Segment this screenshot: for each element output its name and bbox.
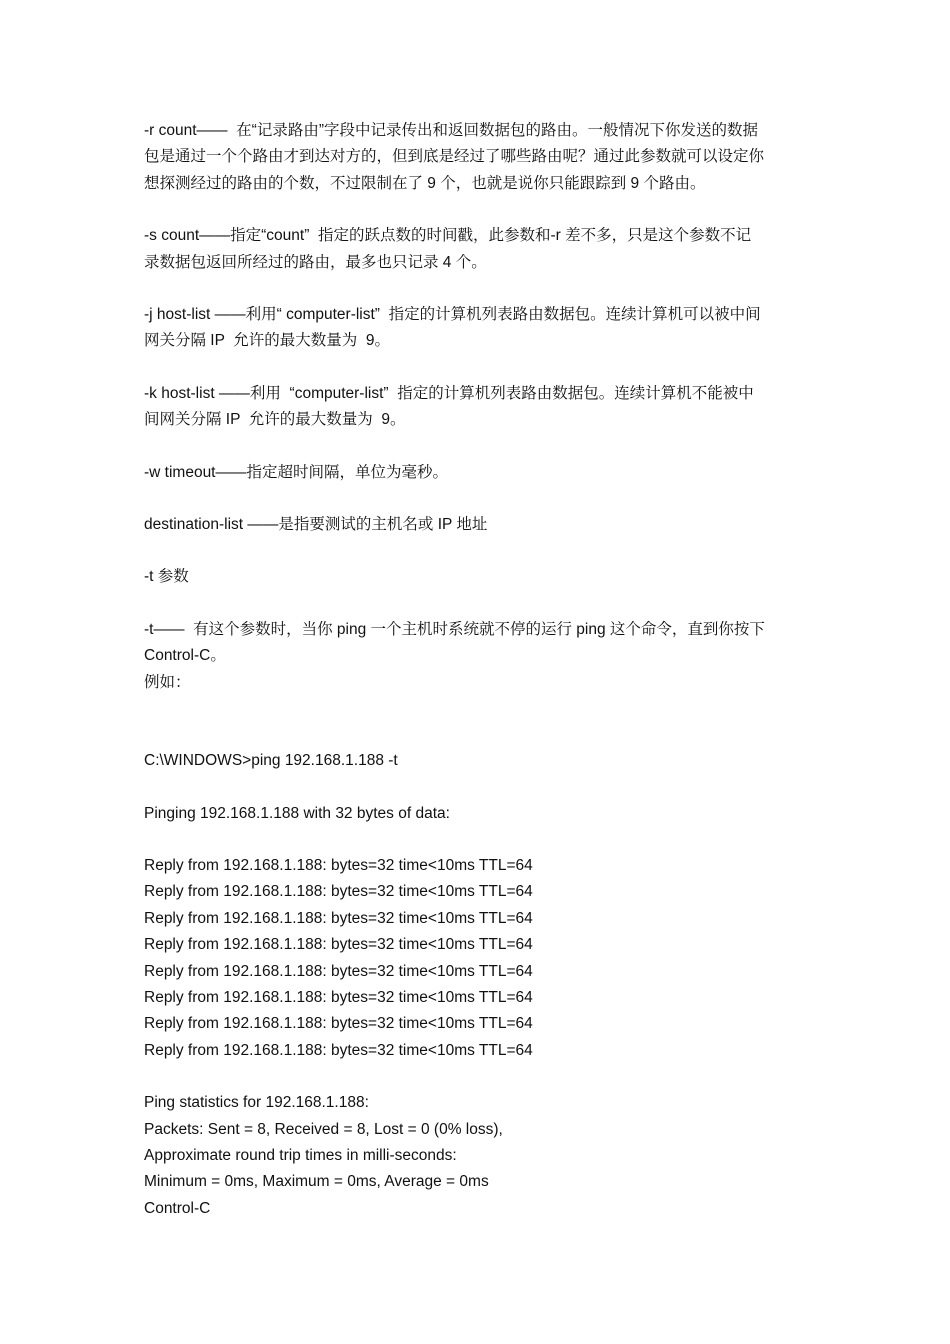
param-t-desc-line-1: -t—— 有这个参数时，当你 ping 一个主机时系统就不停的运行 ping 这个命令，直到你按下 <box>144 620 765 638</box>
stats-rtt-values-line: Minimum = 0ms, Maximum = 0ms, Average = 0ms <box>144 1173 489 1191</box>
ping-statistics <box>144 1090 814 1222</box>
param-s-count <box>144 223 814 276</box>
reply-line: Reply from 192.168.1.188: bytes=32 time<10ms TTL=64 <box>144 909 533 927</box>
param-r-line-1: -r count—— 在“记录路由”字段中记录传出和返回数据包的路由。一般情况下你发送的数据 <box>144 122 758 139</box>
param-t-desc-line-2: Control-C。 <box>144 647 226 665</box>
param-t-description <box>144 617 814 696</box>
reply-line: Reply from 192.168.1.188: bytes=32 time<10ms TTL=64 <box>144 1015 533 1033</box>
stats-packets-line: Packets: Sent = 8, Received = 8, Lost = 0 (0% loss), <box>144 1120 503 1138</box>
param-destination-list <box>144 512 814 538</box>
stats-header-line: Ping statistics for 192.168.1.188: <box>144 1094 369 1112</box>
example-command <box>144 748 814 774</box>
param-destination-line-1: destination-list ——是指要测试的主机名或 IP 地址 <box>144 516 488 534</box>
param-s-line-2: 录数据包返回所经过的路由，最多也只记录 4 个。 <box>144 253 487 271</box>
param-k-host-list <box>144 381 814 434</box>
example-pinging <box>144 801 814 827</box>
param-k-line-2: 间网关分隔 IP 允许的最大数量为 9。 <box>144 411 406 429</box>
stats-rtt-header-line: Approximate round trip times in milli-seconds: <box>144 1146 457 1164</box>
param-t-heading <box>144 564 814 590</box>
reply-line: Reply from 192.168.1.188: bytes=32 time<10ms TTL=64 <box>144 988 533 1006</box>
reply-line: Reply from 192.168.1.188: bytes=32 time<10ms TTL=64 <box>144 856 533 874</box>
param-j-line-2: 网关分隔 IP 允许的最大数量为 9。 <box>144 332 391 350</box>
param-w-timeout <box>144 460 814 486</box>
param-r-line-3: 想探测经过的路由的个数，不过限制在了 9 个，也就是说你只能跟踪到 9 个路由。 <box>144 174 706 192</box>
param-j-host-list <box>144 302 814 355</box>
param-t-desc-line-3: 例如： <box>144 673 191 691</box>
param-w-line-1: -w timeout——指定超时间隔，单位为毫秒。 <box>144 463 448 481</box>
reply-line: Reply from 192.168.1.188: bytes=32 time<10ms TTL=64 <box>144 883 533 901</box>
pinging-line: Pinging 192.168.1.188 with 32 bytes of data: <box>144 804 450 822</box>
param-j-line-1: -j host-list ——利用“ computer-list” 指定的计算机列表路由数据包。连续计算机可以被中间 <box>144 306 761 324</box>
reply-line: Reply from 192.168.1.188: bytes=32 time<10ms TTL=64 <box>144 1041 533 1059</box>
param-s-line-1: -s count——指定“count” 指定的跃点数的时间戳，此参数和-r 差不多，只是这个参数不记 <box>144 227 752 245</box>
reply-line: Reply from 192.168.1.188: bytes=32 time<10ms TTL=64 <box>144 962 533 980</box>
stats-control-c-line: Control-C <box>144 1199 211 1217</box>
param-r-count <box>144 118 814 197</box>
command-line: C:\WINDOWS>ping 192.168.1.188 -t <box>144 752 398 770</box>
param-k-line-1: -k host-list ——利用 “computer-list” 指定的计算机列表路由数据包。连续计算机不能被中 <box>144 384 754 402</box>
param-r-line-2: 包是通过一个个路由才到达对方的，但到底是经过了哪些路由呢？通过此参数就可以设定你 <box>144 148 765 166</box>
document-page <box>144 118 814 1222</box>
reply-line: Reply from 192.168.1.188: bytes=32 time<10ms TTL=64 <box>144 936 533 954</box>
reply-list <box>144 853 814 1064</box>
param-t-heading-line: -t 参数 <box>144 568 189 586</box>
